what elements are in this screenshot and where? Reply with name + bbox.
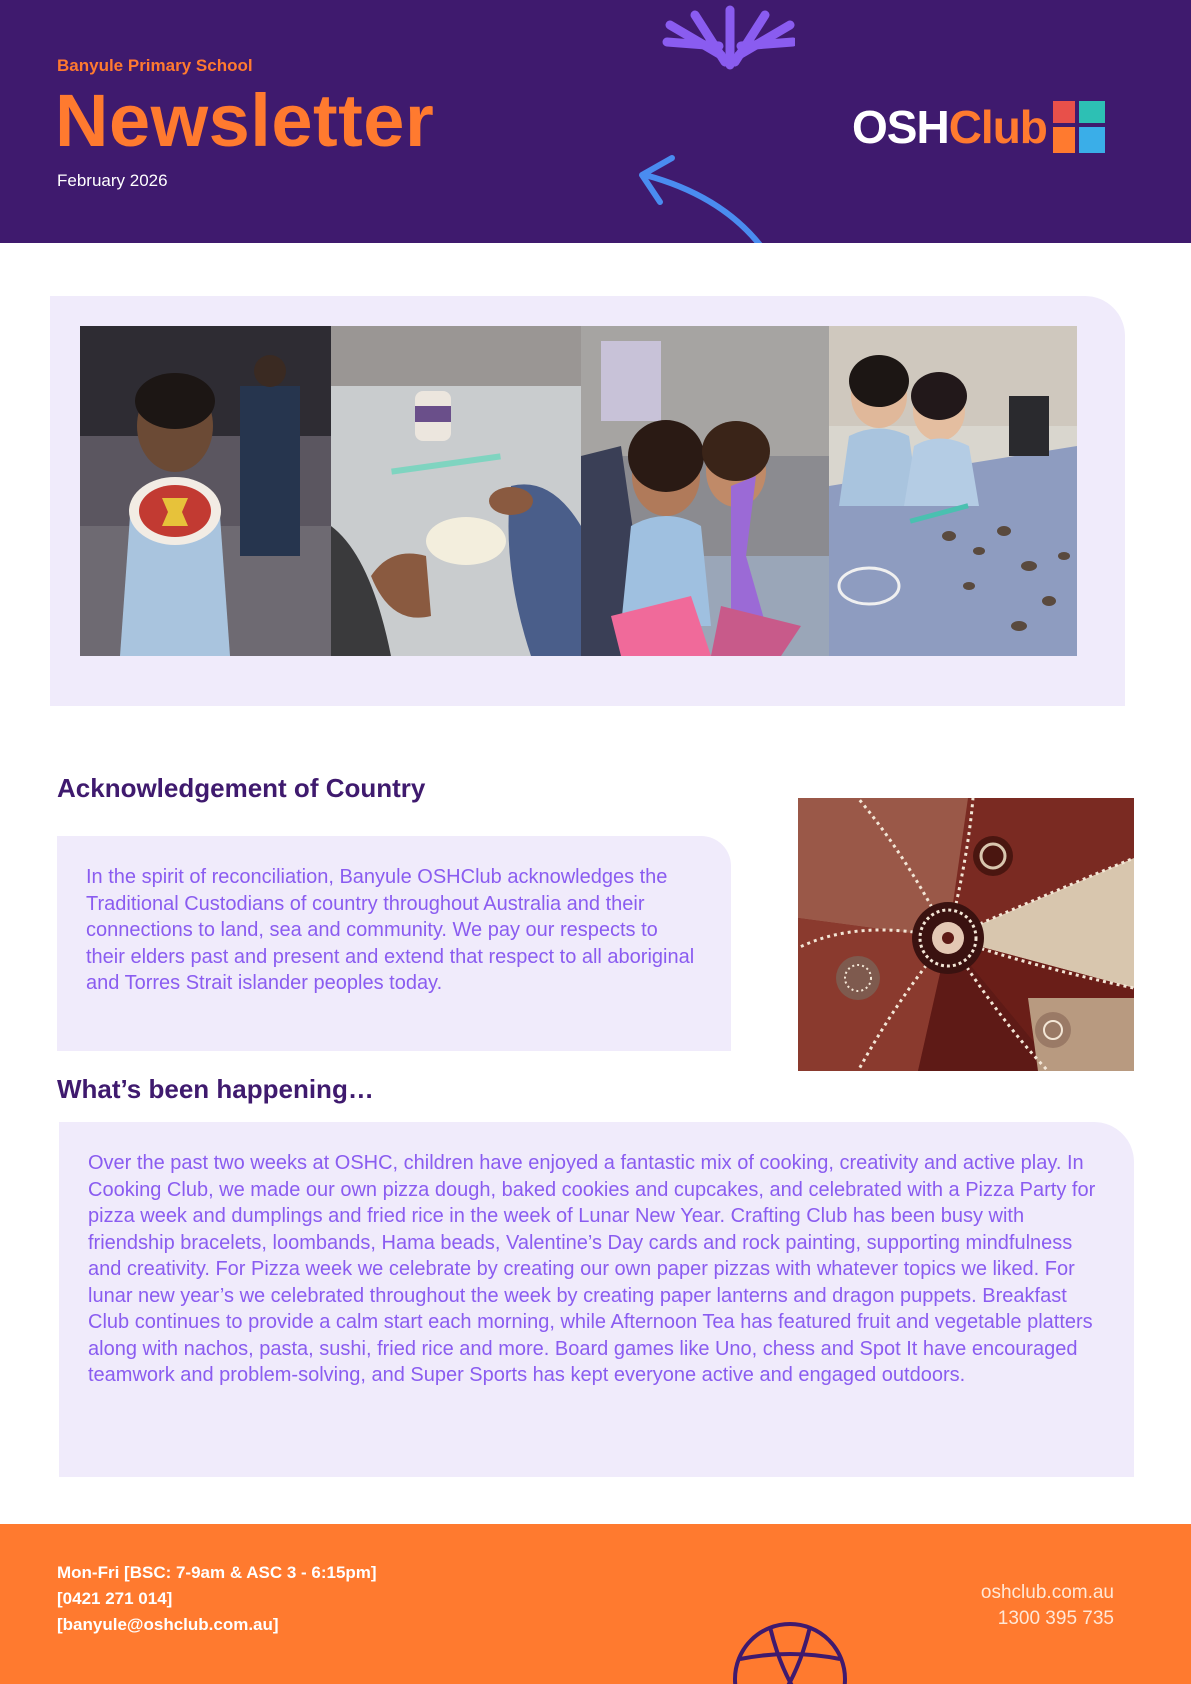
happening-box: [59, 1122, 1134, 1477]
child-holding-craft-photo: [80, 326, 331, 656]
newsletter-title: Newsletter: [55, 79, 435, 162]
happening-text: Over the past two weeks at OSHC, children have enjoyed a fantastic mix of cooking, creativity and active play. In Cooking Club, we made our own pizza dough, baked cookies and cupcakes, and celebrated with a Pizza Party for pizza week and dumplings and fried rice in the week of Lunar New Year. Crafting Club has been busy with friendship bracelets, loombands, Hama beads, Valentine’s Day cards and rock painting, supporting mindfulness and creativity. For Pizza week we celebrate by creating our own paper pizzas with whatever topics we liked. For lunar new year’s we celebrated throughout the week by creating paper lanterns and dragon puppets. Breakfast Club continues to provide a calm start each morning, while Afternoon Tea has featured fruit and vegetable platters along with nachos, pasta, sushi, fried rice and more. Board games like Uno, chess and Spot It have encouraged teamwork and problem-solving, and Super Sports has kept everyone active and engaged outdoors.: [88, 1152, 1096, 1386]
acknowledgement-text: In the spirit of reconciliation, Banyule OSHClub acknowledges the Traditional Custodians of country throughout Australia and their connections to land, sea and community. We pay our respects to their elders past and present and extend that respect to all aboriginal and Torres Strait islander peoples today.: [86, 866, 695, 994]
logo-text-osh: OSH: [852, 101, 949, 153]
aboriginal-dot-painting-image: [798, 798, 1134, 1071]
happening-heading: What’s been happening…: [57, 1074, 374, 1104]
school-name: Banyule Primary School: [57, 56, 253, 75]
contact-phone[interactable]: [0421 271 014]: [57, 1589, 173, 1608]
acknowledgement-heading: Acknowledgement of Country: [57, 773, 426, 803]
logo-squares-icon: [1053, 101, 1105, 153]
photo-panel: [50, 296, 1125, 706]
website-link[interactable]: oshclub.com.au: [980, 1582, 1114, 1603]
logo-text-club: Club: [948, 101, 1047, 153]
issue-date: February 2026: [57, 171, 168, 190]
children-paper-craft-photo: [581, 326, 829, 656]
basketball-outline-icon: [730, 1619, 850, 1684]
cooking-dough-photo: [331, 326, 581, 656]
curved-arrow-decoration-icon: [630, 150, 770, 243]
sunburst-decoration-icon: [655, 0, 795, 70]
acknowledgement-box: [57, 836, 731, 1051]
oshclub-logo: [852, 100, 1105, 154]
rock-painting-photo: [829, 326, 1077, 656]
company-phone[interactable]: 1300 395 735: [997, 1608, 1114, 1629]
footer-company-contact: [981, 1580, 1114, 1632]
opening-hours: Mon-Fri [BSC: 7-9am & ASC 3 - 6:15pm]: [57, 1563, 377, 1582]
newsletter-footer: [0, 1524, 1191, 1684]
contact-details: [57, 1560, 377, 1638]
contact-email[interactable]: [banyule@oshclub.com.au]: [57, 1615, 279, 1634]
newsletter-header: [0, 0, 1191, 243]
